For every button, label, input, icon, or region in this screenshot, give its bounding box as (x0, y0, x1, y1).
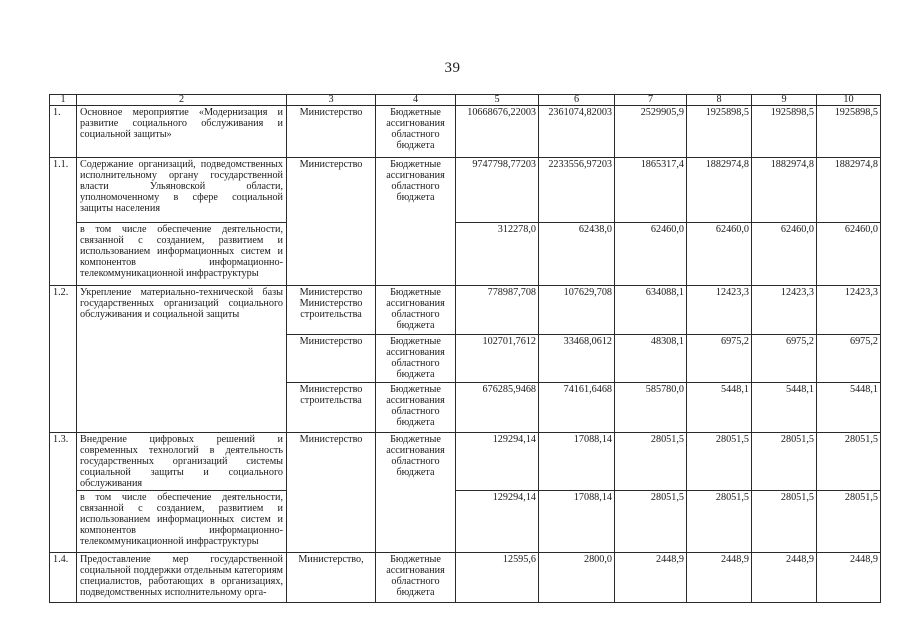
funding-source-cell: Бюджетные ассигнования областного бюджета (376, 106, 456, 158)
value-cell: 2233556,97203 (539, 158, 615, 223)
value-cell: 12423,3 (752, 286, 817, 335)
executor-cell: Министерство (287, 433, 376, 553)
value-cell: 5448,1 (817, 383, 881, 433)
value-cell: 28051,5 (752, 491, 817, 553)
measure-subitem: в том числе обеспечение деятельности, связанной с созданием, развитием и использованием информационных систем и компонентов информационно-телекоммуникационной инфраструктуры (77, 223, 287, 286)
value-cell: 129294,14 (456, 491, 539, 553)
value-cell: 9747798,77203 (456, 158, 539, 223)
measure-name: Содержание организаций, подведомственных исполнительному органу государственной власти Ульяновской области, уполномоченному в сфере социальной защиты населения (77, 158, 287, 223)
executor-cell: Министерство (287, 158, 376, 286)
funding-source-cell: Бюджетные ассигнования областного бюджета (376, 433, 456, 553)
value-cell: 1882974,8 (817, 158, 881, 223)
value-cell: 12595,6 (456, 553, 539, 603)
row-number: 1.2. (50, 286, 77, 433)
value-cell: 62460,0 (687, 223, 752, 286)
table-row (50, 223, 881, 286)
executor-cell: Министерство Министерство строительства (287, 286, 376, 335)
column-header: 7 (615, 95, 687, 106)
row-number: 1. (50, 106, 77, 158)
table-row (50, 553, 881, 603)
column-header: 9 (752, 95, 817, 106)
value-cell: 28051,5 (817, 491, 881, 553)
value-cell: 2448,9 (615, 553, 687, 603)
table-row (50, 106, 881, 158)
value-cell: 1865317,4 (615, 158, 687, 223)
value-cell: 62460,0 (752, 223, 817, 286)
value-cell: 1925898,5 (752, 106, 817, 158)
value-cell: 1882974,8 (752, 158, 817, 223)
column-header: 3 (287, 95, 376, 106)
value-cell: 5448,1 (752, 383, 817, 433)
value-cell: 28051,5 (817, 433, 881, 491)
row-number: 1.3. (50, 433, 77, 553)
value-cell: 2529905,9 (615, 106, 687, 158)
value-cell: 312278,0 (456, 223, 539, 286)
value-cell: 2448,9 (817, 553, 881, 603)
column-header: 10 (817, 95, 881, 106)
value-cell: 2361074,82003 (539, 106, 615, 158)
column-number-row (50, 95, 881, 106)
value-cell: 10668676,22003 (456, 106, 539, 158)
value-cell: 2448,9 (752, 553, 817, 603)
value-cell: 62438,0 (539, 223, 615, 286)
row-number: 1.1. (50, 158, 77, 286)
funding-source-cell: Бюджетные ассигнования областного бюджета (376, 158, 456, 286)
column-header: 1 (50, 95, 77, 106)
value-cell: 6975,2 (687, 335, 752, 383)
budget-table (49, 94, 881, 603)
executor-cell: Министерство, (287, 553, 376, 603)
value-cell: 48308,1 (615, 335, 687, 383)
column-header: 5 (456, 95, 539, 106)
value-cell: 129294,14 (456, 433, 539, 491)
page-number: 39 (444, 60, 461, 76)
value-cell: 12423,3 (687, 286, 752, 335)
table-row (50, 491, 881, 553)
value-cell: 6975,2 (817, 335, 881, 383)
value-cell: 28051,5 (752, 433, 817, 491)
value-cell: 676285,9468 (456, 383, 539, 433)
column-header: 6 (539, 95, 615, 106)
value-cell: 62460,0 (615, 223, 687, 286)
column-header: 4 (376, 95, 456, 106)
value-cell: 1882974,8 (687, 158, 752, 223)
measure-subitem: в том числе обеспечение деятельности, связанной с созданием, развитием и использованием информационных систем и компонентов информационно-телекоммуникационной инфраструктуры (77, 491, 287, 553)
table-row (50, 433, 881, 491)
column-header: 2 (77, 95, 287, 106)
value-cell: 12423,3 (817, 286, 881, 335)
value-cell: 33468,0612 (539, 335, 615, 383)
value-cell: 28051,5 (615, 433, 687, 491)
value-cell: 6975,2 (752, 335, 817, 383)
value-cell: 102701,7612 (456, 335, 539, 383)
value-cell: 5448,1 (687, 383, 752, 433)
measure-name: Укрепление материально-технической базы государственных организаций социального обслуживания и социальной защиты (77, 286, 287, 433)
value-cell: 62460,0 (817, 223, 881, 286)
value-cell: 778987,708 (456, 286, 539, 335)
table-row (50, 286, 881, 335)
executor-cell: Министерство строительства (287, 383, 376, 433)
funding-source-cell: Бюджетные ассигнования областного бюджета (376, 553, 456, 603)
column-header: 8 (687, 95, 752, 106)
executor-cell: Министерство (287, 335, 376, 383)
funding-source-cell: Бюджетные ассигнования областного бюджета (376, 383, 456, 433)
table-row (50, 158, 881, 223)
value-cell: 585780,0 (615, 383, 687, 433)
value-cell: 17088,14 (539, 433, 615, 491)
row-number: 1.4. (50, 553, 77, 603)
value-cell: 634088,1 (615, 286, 687, 335)
value-cell: 2448,9 (687, 553, 752, 603)
value-cell: 1925898,5 (817, 106, 881, 158)
measure-name: Основное мероприятие «Модернизация и развитие социального обслуживания и социальной защиты» (77, 106, 287, 158)
value-cell: 28051,5 (615, 491, 687, 553)
value-cell: 107629,708 (539, 286, 615, 335)
measure-name: Предоставление мер государственной социальной поддержки отдельным категориям специалистов, работающих в организациях, подведомственных исполнительному орга- (77, 553, 287, 603)
value-cell: 17088,14 (539, 491, 615, 553)
value-cell: 1925898,5 (687, 106, 752, 158)
value-cell: 28051,5 (687, 491, 752, 553)
value-cell: 74161,6468 (539, 383, 615, 433)
funding-source-cell: Бюджетные ассигнования областного бюджета (376, 286, 456, 335)
value-cell: 2800,0 (539, 553, 615, 603)
measure-name: Внедрение цифровых решений и современных технологий в деятельность государственных организаций системы социальной защиты и социального обслуживания (77, 433, 287, 491)
funding-source-cell: Бюджетные ассигнования областного бюджета (376, 335, 456, 383)
value-cell: 28051,5 (687, 433, 752, 491)
executor-cell: Министерство (287, 106, 376, 158)
